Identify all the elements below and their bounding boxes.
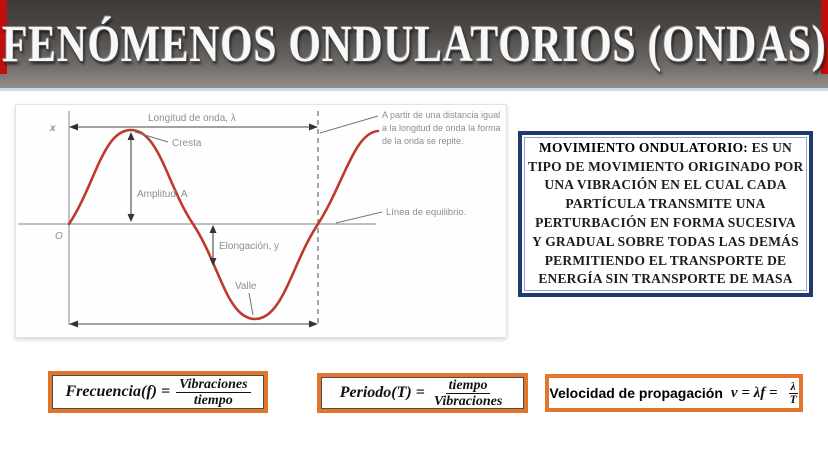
definition-line: ENERGÍA SIN TRANSPORTE DE MASA [538, 271, 793, 287]
arrowhead-icon [309, 321, 318, 328]
arrowhead-icon [69, 321, 78, 328]
frequency-lhs: Frecuencia(f) = [65, 383, 171, 400]
definition-box [518, 131, 813, 297]
frequency-fraction [176, 377, 250, 408]
wave-diagram [16, 105, 506, 337]
definition-line: PERTURBACIÓN EN FORMA SUCESIVA [535, 215, 796, 230]
page-title: FENÓMENOS ONDULATORIOS (ONDAS) [1, 15, 827, 73]
axis-y-label: x [50, 123, 56, 134]
period-numerator: tiempo [446, 378, 491, 394]
repeat-note-leader-line [320, 116, 378, 133]
equilibrium-label: Línea de equilibrio. [386, 207, 467, 218]
period-lhs: Periodo(T) = [339, 384, 425, 401]
definition-line: UNA VIBRACIÓN EN EL CUAL CADA [544, 177, 787, 193]
definition-lead: MOVIMIENTO ONDULATORIO: [539, 139, 749, 155]
repeat-note-line1: A partir de una distancia igual [382, 110, 501, 120]
frequency-denominator: tiempo [193, 392, 233, 408]
arrowhead-icon [128, 214, 135, 222]
frequency-formula-box [48, 371, 268, 413]
wave-diagram-panel [15, 104, 507, 338]
crest-label: Cresta [172, 138, 202, 149]
definition-line: PARTÍCULA TRANSMITE UNA [565, 196, 766, 212]
period-denominator: Vibraciones [433, 393, 503, 409]
definition-line1-rest: ES UN [748, 139, 792, 155]
definition-line: PERMITIENDO EL TRANSPORTE DE [544, 252, 787, 268]
arrowhead-icon [69, 124, 78, 131]
origin-label: O [55, 231, 63, 242]
period-fraction [431, 378, 505, 409]
arrowhead-icon [309, 124, 318, 131]
repeat-note-line2: a la longitud de onda la forma [382, 123, 501, 133]
frequency-numerator: Vibraciones [176, 377, 250, 393]
arrowhead-icon [210, 225, 217, 233]
title-banner [0, 0, 828, 91]
velocity-fraction [788, 381, 799, 406]
elongation-label: Elongación, y [219, 241, 280, 252]
definition-line: TIPO DE MOVIMIENTO ORIGINADO POR [528, 158, 804, 174]
valley-leader-line [249, 293, 253, 315]
arrowhead-icon [128, 132, 135, 140]
equilibrium-leader-line [336, 212, 382, 223]
amplitude-label: Amplitud, A [137, 189, 188, 200]
definition-line [528, 139, 803, 158]
definition-line: Y GRADUAL SOBRE TODAS LAS DEMÁS [532, 233, 799, 249]
velocity-denominator: T [789, 393, 797, 406]
velocity-formula-box [545, 374, 803, 412]
velocity-label: Velocidad de propagación [549, 385, 723, 401]
period-formula-box [317, 373, 528, 413]
valley-label: Valle [235, 281, 257, 292]
wavelength-label: Longitud de onda, λ [148, 113, 236, 124]
velocity-numerator: λ [790, 380, 796, 393]
velocity-lhs: v = λf = [730, 384, 778, 401]
arrowhead-icon [210, 258, 217, 266]
repeat-note-line3: de la onda se repite. [382, 136, 464, 146]
